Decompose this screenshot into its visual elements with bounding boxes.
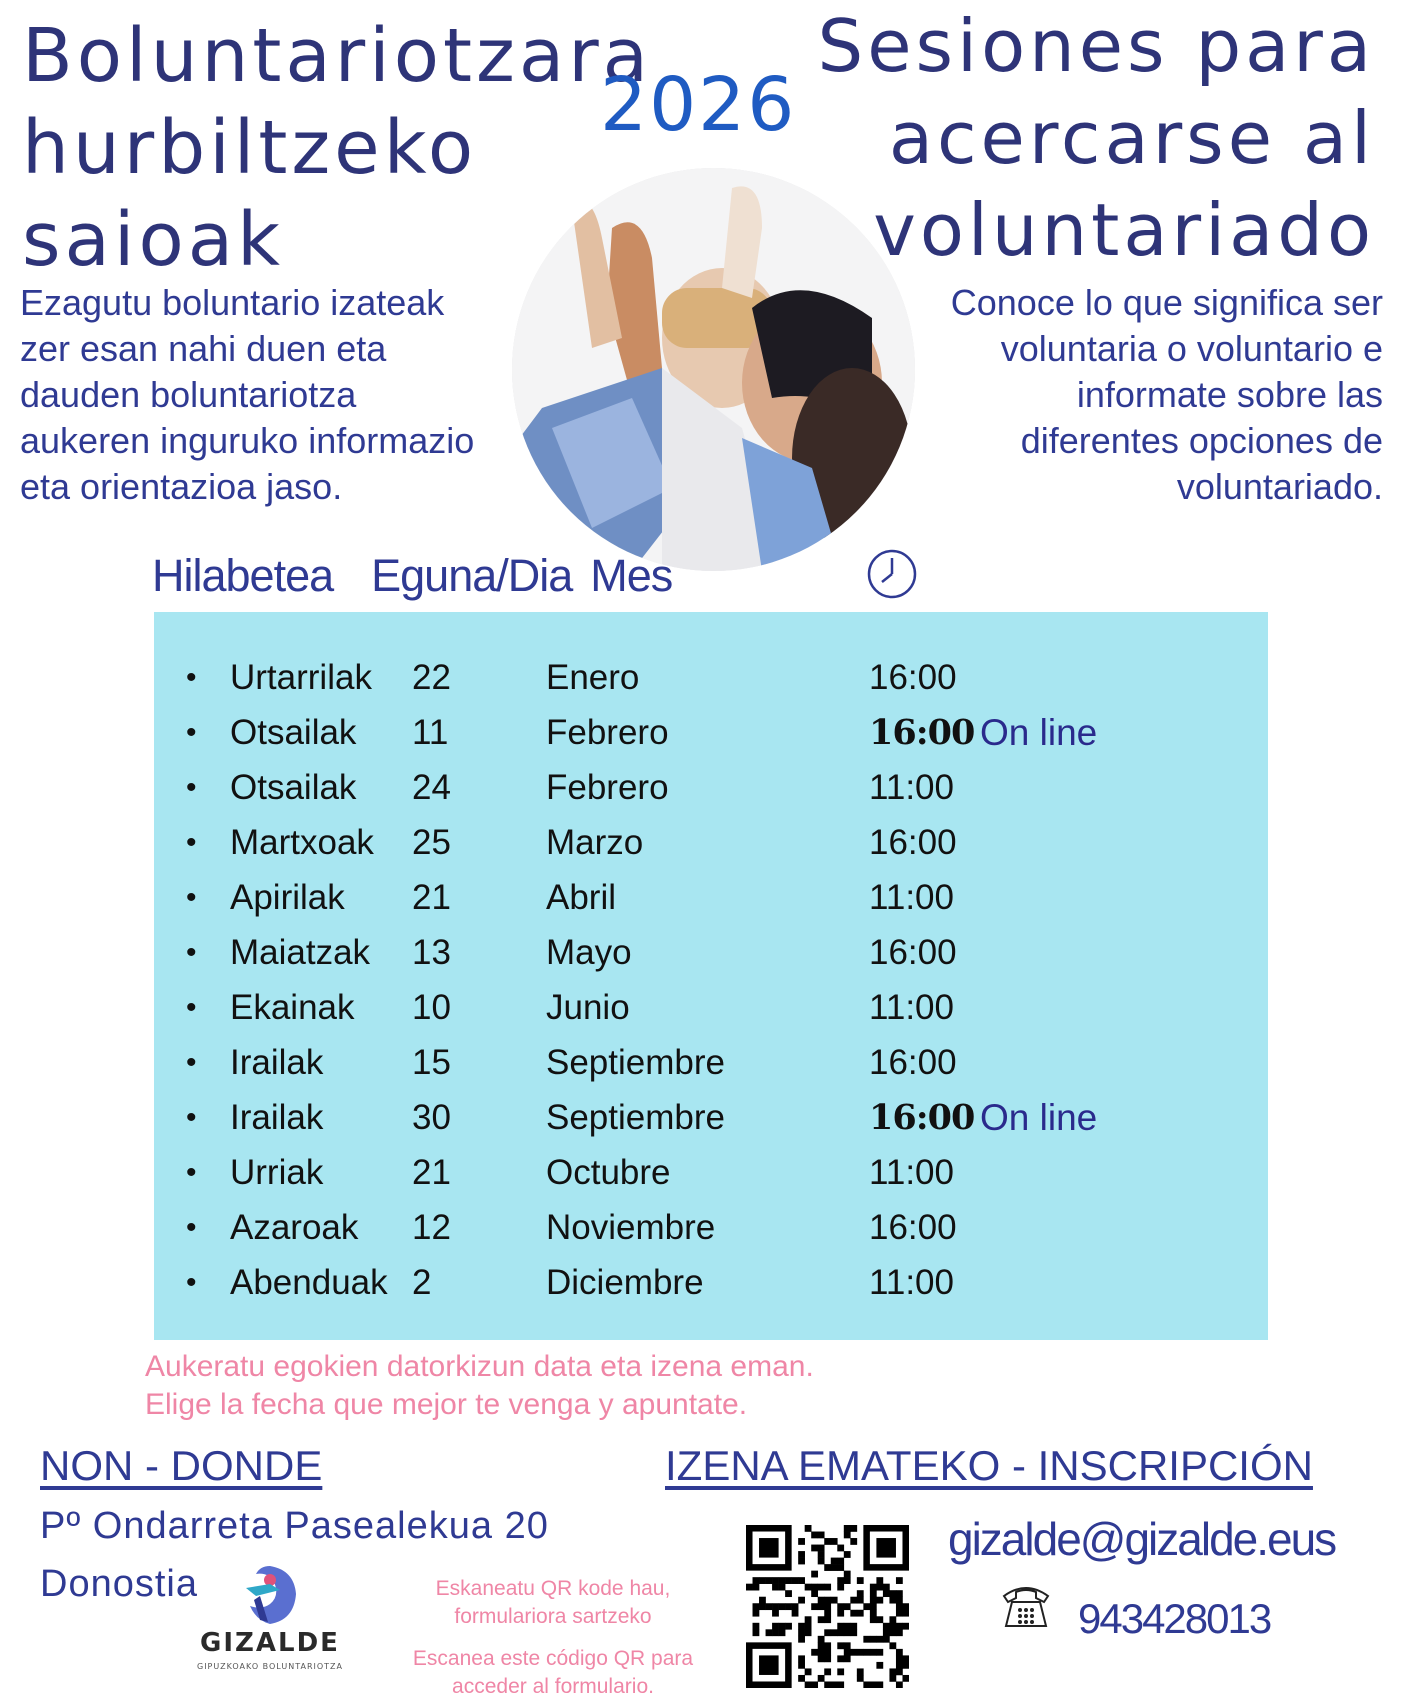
month-spanish: Febrero <box>546 713 669 752</box>
day: 10 <box>412 988 451 1027</box>
month-basque: Martxoak <box>230 823 374 862</box>
note-spanish: Elige la fecha que mejor te venga y apuntate. <box>145 1388 748 1421</box>
schedule-row <box>154 705 1268 760</box>
registration-title: IZENA EMATEKO - INSCRIPCIÓN <box>665 1442 1313 1489</box>
logo-subtitle: GIPUZKOAKO BOLUNTARIOTZA <box>197 1662 343 1671</box>
month-basque: Irailak <box>230 1098 324 1137</box>
day: 11 <box>412 713 449 752</box>
year: 2026 <box>600 62 797 148</box>
gizalde-logo-icon <box>190 1560 350 1630</box>
month-basque: Otsailak <box>230 713 357 752</box>
month-spanish: Mayo <box>546 933 632 972</box>
day: 25 <box>412 823 451 862</box>
bullet: • <box>186 1211 197 1244</box>
note-basque: Aukeratu egokien datorkizun data eta izena eman. <box>145 1350 814 1383</box>
intro-basque: Ezagutu boluntario izateak zer esan nahi duen eta dauden boluntariotza aukeren inguruko informazio eta orientazioa jaso. <box>20 282 475 507</box>
address-line1: Pº Ondarreta Pasealekua 20 <box>40 1505 549 1547</box>
time: 11:00 <box>869 1263 954 1302</box>
time: 16:00 <box>869 658 957 697</box>
schedule-row <box>154 1255 1268 1310</box>
month-basque: Maiatzak <box>230 933 371 972</box>
title-basque: Boluntariotzara hurbiltzeko saioak <box>22 13 652 283</box>
qr-note-spanish: Escanea este código QR para acceder al formulario. <box>412 1647 694 1698</box>
time: 16:00 <box>869 712 975 753</box>
month-basque: Irailak <box>230 1043 324 1082</box>
month-basque: Ekainak <box>230 988 355 1027</box>
location-title: NON - DONDE <box>40 1442 323 1489</box>
month-basque: Abenduak <box>230 1263 388 1302</box>
col-month-es: Mes <box>590 550 673 601</box>
day: 30 <box>412 1098 451 1137</box>
time: 16:00 <box>869 1043 957 1082</box>
day: 21 <box>412 1153 451 1192</box>
qr-code[interactable] <box>746 1525 909 1688</box>
schedule-row <box>154 1090 1268 1145</box>
month-spanish: Junio <box>546 988 630 1027</box>
month-spanish: Diciembre <box>546 1263 704 1302</box>
col-day: Eguna/Dia <box>371 550 573 601</box>
month-basque: Apirilak <box>230 878 345 917</box>
online-label: On line <box>980 712 1098 753</box>
month-spanish: Octubre <box>546 1153 671 1192</box>
day: 15 <box>412 1043 451 1082</box>
month-basque: Azaroak <box>230 1208 359 1247</box>
month-spanish: Septiembre <box>546 1098 725 1137</box>
time: 11:00 <box>869 1153 954 1192</box>
bullet: • <box>186 1046 197 1079</box>
schedule-row <box>154 815 1268 870</box>
schedule-row <box>154 1035 1268 1090</box>
month-basque: Otsailak <box>230 768 357 807</box>
month-basque: Urriak <box>230 1153 324 1192</box>
schedule-box <box>154 612 1268 1340</box>
gizalde-logo <box>190 1560 350 1685</box>
bullet: • <box>186 716 197 749</box>
bullet: • <box>186 991 197 1024</box>
bullet: • <box>186 936 197 969</box>
time: 11:00 <box>869 988 954 1027</box>
email-link[interactable]: gizalde@gizalde.eus <box>948 1513 1336 1565</box>
phone-icon <box>998 1578 1054 1634</box>
online-label: On line <box>980 1097 1098 1138</box>
time: 16:00 <box>869 823 957 862</box>
schedule-row <box>154 870 1268 925</box>
qr-note-basque: Eskaneatu QR kode hau, formulariora sartzeko <box>435 1577 671 1628</box>
schedule-row <box>154 925 1268 980</box>
intro-spanish: Conoce lo que significa ser voluntaria o voluntario e informate sobre las diferentes opciones de voluntariado. <box>950 282 1383 507</box>
schedule-row <box>154 1200 1268 1255</box>
time: 16:00 <box>869 933 957 972</box>
schedule-header <box>152 550 710 602</box>
month-spanish: Noviembre <box>546 1208 716 1247</box>
time: 11:00 <box>869 878 954 917</box>
day: 2 <box>412 1263 432 1302</box>
address-line2: Donostia <box>40 1563 198 1605</box>
time: 16:00 <box>869 1208 957 1247</box>
bullet: • <box>186 1101 197 1134</box>
day: 12 <box>412 1208 451 1247</box>
clock-icon <box>866 548 918 600</box>
schedule-row <box>154 650 1268 705</box>
day: 21 <box>412 878 451 917</box>
month-spanish: Febrero <box>546 768 669 807</box>
month-spanish: Septiembre <box>546 1043 725 1082</box>
bullet: • <box>186 1156 197 1189</box>
phone-number[interactable]: 943428013 <box>1078 1595 1271 1642</box>
day: 24 <box>412 768 451 807</box>
schedule-row <box>154 760 1268 815</box>
title-spanish: Sesiones para acercarse al voluntariado <box>817 4 1375 272</box>
col-month-eu: Hilabetea <box>152 550 334 601</box>
schedule-row <box>154 980 1268 1035</box>
day: 13 <box>412 933 451 972</box>
time: 11:00 <box>869 768 954 807</box>
day: 22 <box>412 658 451 697</box>
bullet: • <box>186 771 197 804</box>
month-spanish: Abril <box>546 878 617 917</box>
logo-name: GIZALDE <box>200 1628 340 1658</box>
bullet: • <box>186 826 197 859</box>
schedule-row <box>154 1145 1268 1200</box>
bullet: • <box>186 1266 197 1299</box>
month-spanish: Marzo <box>546 823 644 862</box>
bullet: • <box>186 661 197 694</box>
bullet: • <box>186 881 197 914</box>
time: 16:00 <box>869 1097 975 1138</box>
month-spanish: Enero <box>546 658 640 697</box>
month-basque: Urtarrilak <box>230 658 372 697</box>
